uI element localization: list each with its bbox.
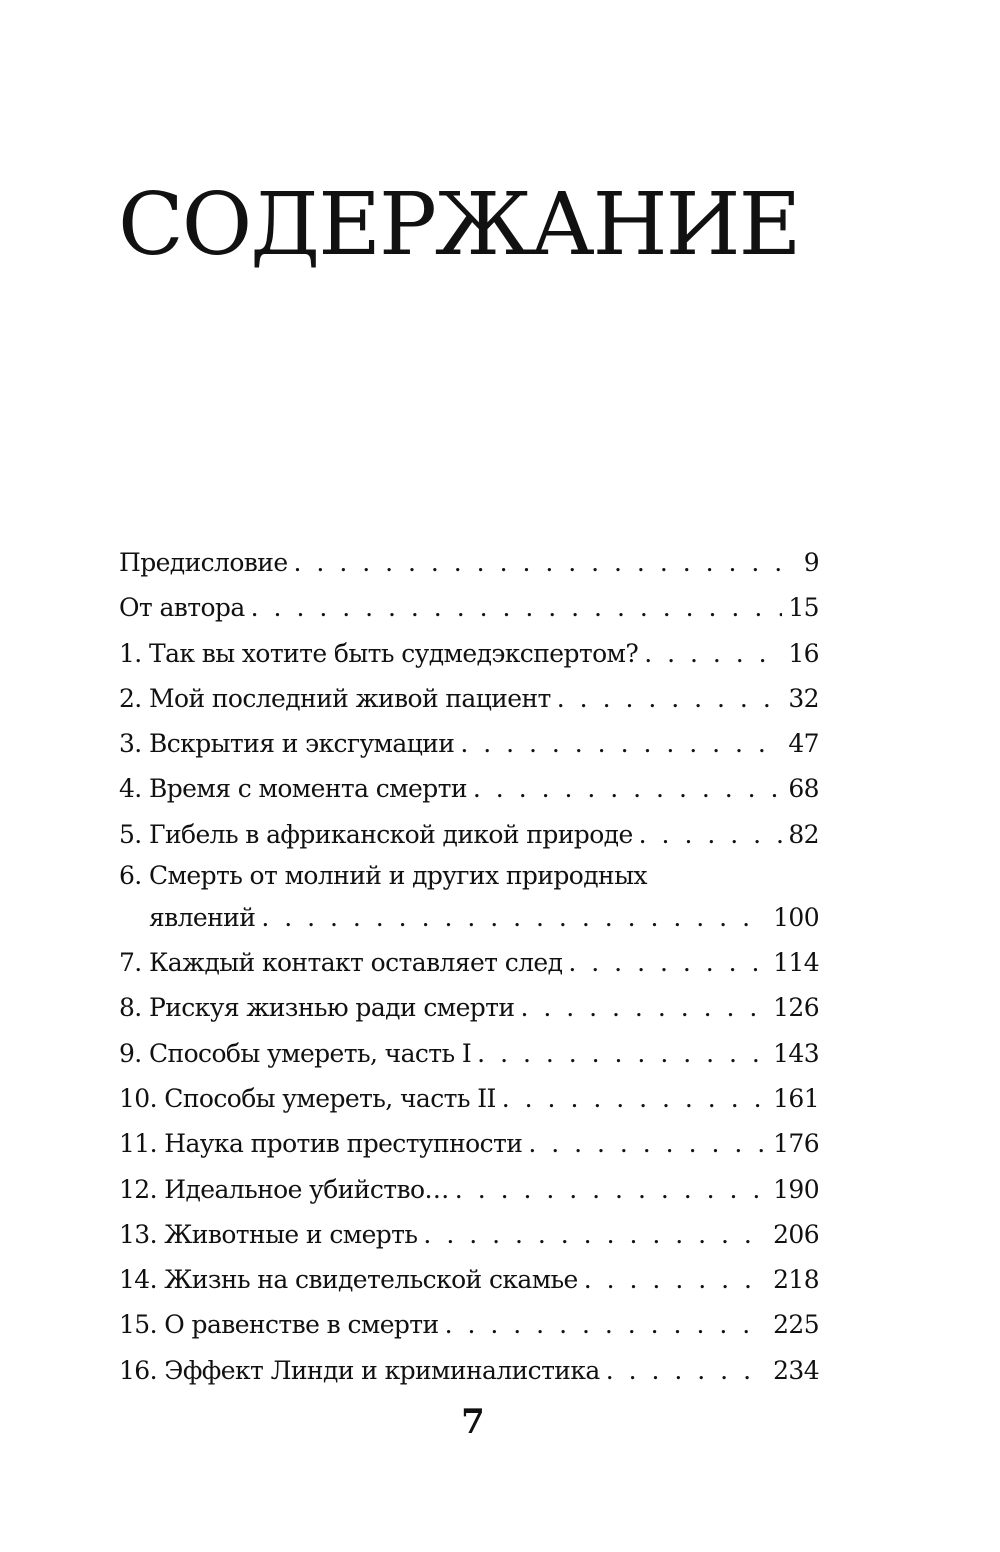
- toc-entry-page: 32: [788, 683, 819, 713]
- toc-entry-title: 9. Способы умереть, часть I: [119, 1038, 472, 1068]
- toc-leader-dots: [477, 1031, 767, 1076]
- toc-entry-title: 12. Идеальное убийство…: [119, 1174, 449, 1204]
- toc-leader-dots: [423, 1212, 767, 1257]
- toc-entry-page: 190: [773, 1174, 819, 1204]
- toc-entry[interactable]: [119, 1257, 819, 1302]
- toc-entry-title: 2. Мой последний живой пациент: [119, 683, 551, 713]
- toc-entry-page: 47: [788, 729, 819, 759]
- toc-entry[interactable]: [119, 585, 819, 630]
- toc-entry[interactable]: [119, 721, 819, 766]
- toc-entry-title: От автора: [119, 593, 245, 623]
- toc-entry-title: 13. Животные и смерть: [119, 1219, 418, 1249]
- toc-entry-title: 15. О равенстве в смерти: [119, 1310, 439, 1340]
- toc-entry[interactable]: [119, 1302, 819, 1347]
- toc-leader-dots: [251, 585, 783, 630]
- toc-entry-page: 15: [788, 593, 819, 623]
- toc-entry-page: 82: [788, 819, 819, 849]
- toc-leader-dots: [606, 1348, 767, 1393]
- toc-entry-page: 161: [773, 1083, 819, 1113]
- toc-entry[interactable]: [119, 540, 819, 585]
- toc-leader-dots: [520, 985, 767, 1030]
- toc-entry-title: 11. Наука против преступности: [119, 1129, 523, 1159]
- toc-entry-title: 1. Так вы хотите быть судмедэкспертом?: [119, 638, 639, 668]
- toc-entry-title: 10. Способы умереть, часть II: [119, 1083, 496, 1113]
- toc-entry-page: 68: [788, 774, 819, 804]
- toc-entry[interactable]: [119, 676, 819, 721]
- toc-leader-dots: [584, 1257, 767, 1302]
- toc-entry-title: 14. Жизнь на свидетельской скамье: [119, 1265, 578, 1295]
- toc-leader-dots: [557, 676, 783, 721]
- toc-entry-title-continued: явлений: [149, 903, 256, 933]
- toc-leader-dots: [528, 1121, 767, 1166]
- toc-leader-dots: [568, 940, 767, 985]
- toc-entry-page: 143: [773, 1038, 819, 1068]
- toc-entry-title: 5. Гибель в африканской дикой природе: [119, 819, 633, 849]
- toc-entry-title: 7. Каждый контакт оставляет след: [119, 948, 563, 978]
- toc-entry-page: 16: [788, 638, 819, 668]
- toc-entry-title: 8. Рискуя жизнью ради смерти: [119, 993, 515, 1023]
- toc-entry-title: 6. Смерть от молний и других природных: [119, 861, 647, 891]
- toc-leader-dots: [644, 631, 782, 676]
- table-of-contents: [119, 540, 819, 1393]
- toc-entry[interactable]: [119, 1121, 819, 1166]
- toc-entry-page: 225: [773, 1310, 819, 1340]
- toc-leader-dots: [502, 1076, 767, 1121]
- toc-entry[interactable]: [119, 857, 819, 940]
- toc-entry[interactable]: [119, 1031, 819, 1076]
- toc-entry[interactable]: [119, 985, 819, 1030]
- toc-entry-page: 218: [773, 1265, 819, 1295]
- toc-entry-page: 126: [773, 993, 819, 1023]
- page-number: 7: [461, 1402, 485, 1442]
- toc-leader-dots: [639, 812, 783, 857]
- toc-entry[interactable]: [119, 1076, 819, 1121]
- toc-entry[interactable]: [119, 1212, 819, 1257]
- toc-leader-dots: [460, 721, 782, 766]
- toc-entry-page: 114: [773, 948, 819, 978]
- toc-leader-dots: [294, 540, 798, 585]
- toc-entry-page: 176: [773, 1129, 819, 1159]
- toc-entry-page: 234: [773, 1355, 819, 1385]
- toc-entry[interactable]: [119, 631, 819, 676]
- toc-entry-page: 206: [773, 1219, 819, 1249]
- toc-entry-page: 9: [803, 548, 819, 577]
- toc-entry[interactable]: [119, 766, 819, 811]
- toc-leader-dots: [455, 1167, 767, 1212]
- toc-entry[interactable]: [119, 1167, 819, 1212]
- toc-entry-title: 3. Вскрытия и эксгумации: [119, 729, 455, 759]
- toc-entry-page: 100: [773, 903, 819, 933]
- toc-entry-title: Предисловие: [119, 548, 288, 577]
- page-title: СОДЕРЖАНИЕ: [118, 175, 800, 275]
- toc-entry[interactable]: [119, 1348, 819, 1393]
- toc-leader-dots: [445, 1302, 767, 1347]
- toc-entry[interactable]: [119, 940, 819, 985]
- toc-entry-title: 16. Эффект Линди и криминалистика: [119, 1355, 600, 1385]
- toc-leader-dots: [473, 766, 782, 811]
- toc-leader-dots: [261, 895, 767, 940]
- toc-entry[interactable]: [119, 812, 819, 857]
- toc-entry-title: 4. Время с момента смерти: [119, 774, 467, 804]
